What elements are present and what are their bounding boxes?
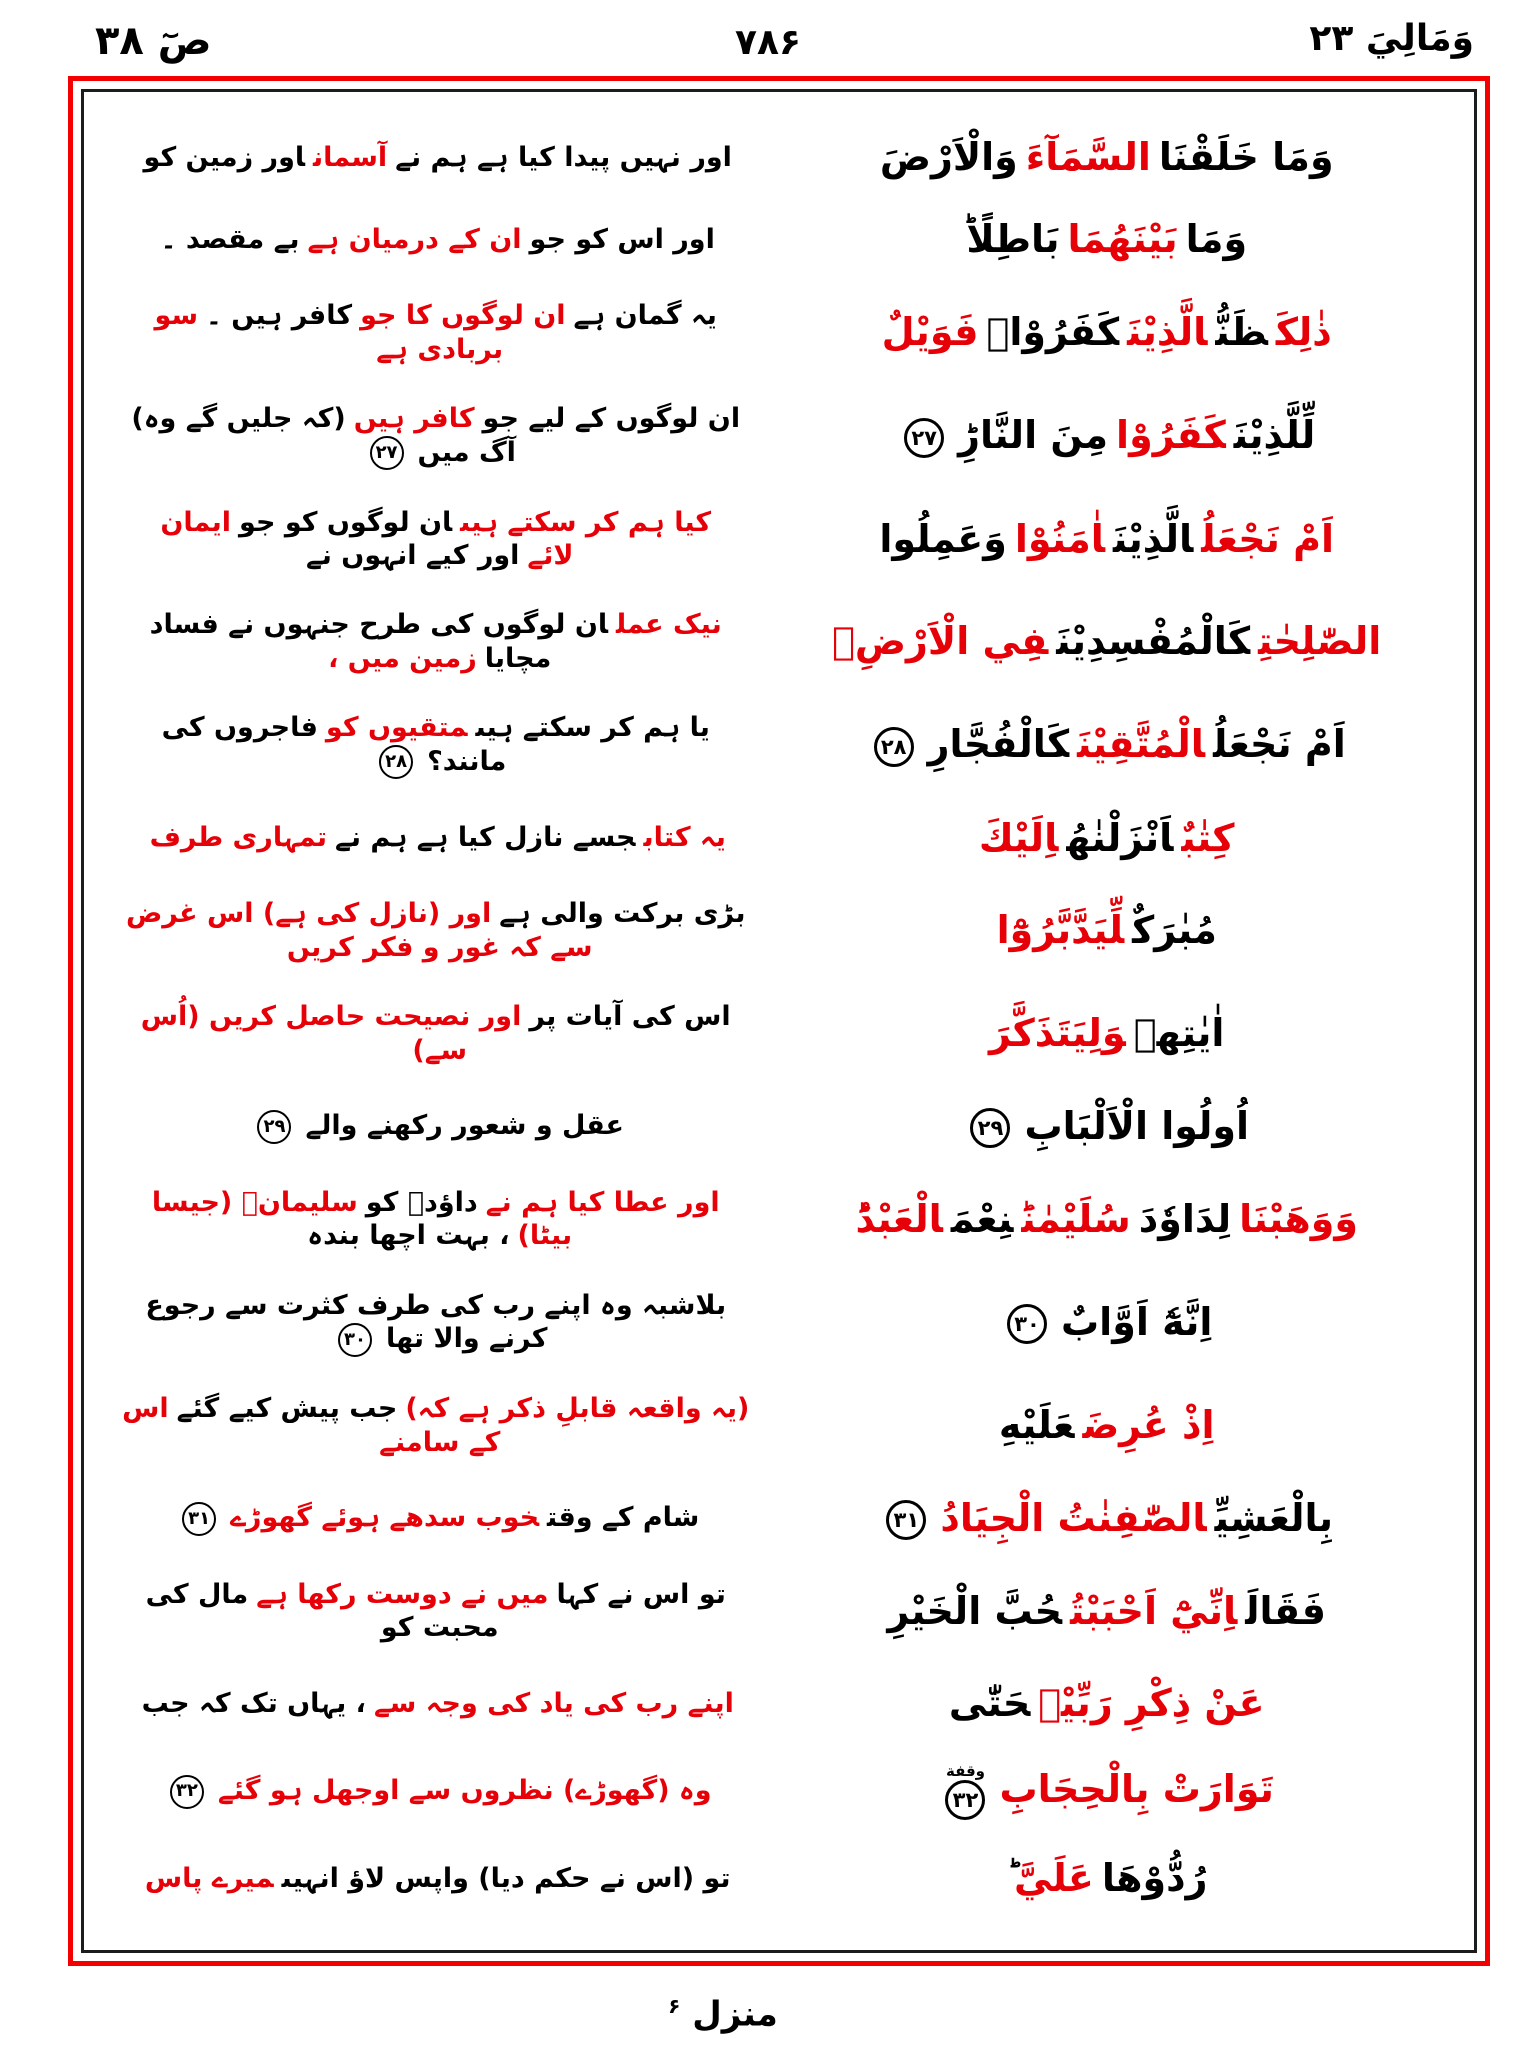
urdu-text-segment: سلیمانؑ (جیسا بیٹا) bbox=[151, 1186, 573, 1252]
arabic-text-segment: وَوَهَبْنَا bbox=[1239, 1196, 1358, 1241]
verse-row bbox=[102, 1374, 1456, 1477]
verse-row bbox=[102, 1663, 1456, 1746]
urdu-translation-line bbox=[102, 1289, 765, 1357]
urdu-translation-line bbox=[102, 1578, 765, 1646]
arabic-text-segment: الَّذِيْنَ bbox=[1113, 516, 1194, 561]
verse-number-circle: ۳۱ bbox=[182, 1502, 216, 1536]
pause-mark-note: وقفة bbox=[945, 1762, 986, 1781]
outer-red-frame bbox=[68, 76, 1490, 1966]
verse-number-badge bbox=[338, 1323, 372, 1357]
verse-row bbox=[102, 1168, 1456, 1271]
manzil-label: منزل bbox=[692, 1994, 778, 2034]
arabic-text-segment: وَعَمِلُوا bbox=[879, 516, 1007, 561]
arabic-verse-line bbox=[765, 216, 1456, 264]
arabic-text-segment: لِدَاوٗدَ bbox=[1138, 1196, 1232, 1241]
urdu-translation-line bbox=[102, 1862, 765, 1896]
urdu-text-segment: یہ کتاب bbox=[643, 822, 726, 854]
urdu-text-segment: اور (نازل کی ہے) اس غرض سے کہ غور و فکر کریں bbox=[125, 898, 593, 964]
verse-row bbox=[102, 488, 1456, 591]
page-number: ۷۸۶ bbox=[735, 22, 801, 63]
urdu-text-segment: بڑی برکت والی ہے bbox=[499, 898, 746, 930]
urdu-text-segment: یا ہم کر سکتے ہیں bbox=[475, 712, 710, 744]
urdu-text-segment: فاجروں کی مانند؟ bbox=[161, 712, 507, 777]
verse-row bbox=[102, 1837, 1456, 1920]
urdu-translation-line bbox=[102, 402, 765, 470]
urdu-text-segment: کافر ہیں bbox=[353, 402, 475, 434]
verse-row bbox=[102, 693, 1456, 797]
arabic-verse-line bbox=[765, 721, 1456, 769]
urdu-text-segment: ، یہاں تک کہ جب bbox=[141, 1688, 366, 1720]
urdu-text-segment: اس کی آیات پر bbox=[529, 1001, 731, 1033]
arabic-text-segment: وَلِيَتَذَكَّرَ bbox=[988, 1011, 1126, 1056]
urdu-translation-line bbox=[102, 506, 765, 574]
arabic-text-segment: حَتّٰى bbox=[948, 1681, 1031, 1726]
arabic-text-segment: بَيْنَهُمَا bbox=[1067, 217, 1178, 262]
urdu-text-segment: مال کی محبت کو bbox=[145, 1578, 499, 1644]
arabic-verse-line bbox=[765, 815, 1456, 863]
arabic-text-segment: اٰيٰتِهٖ bbox=[1133, 1011, 1225, 1056]
arabic-text-segment: عَلَيْهِ bbox=[998, 1403, 1075, 1448]
arabic-verse-line bbox=[765, 1763, 1456, 1820]
verse-row bbox=[102, 1477, 1456, 1560]
urdu-text-segment: ان لوگوں کی طرح جنہوں نے فساد مچایا bbox=[149, 609, 609, 675]
manzil-number: ۶ bbox=[668, 1993, 681, 2018]
arabic-text-segment: وَمَا bbox=[1185, 217, 1248, 262]
arabic-verse-line bbox=[765, 412, 1456, 460]
urdu-text-segment: میرے پاس bbox=[144, 1862, 274, 1894]
urdu-text-segment: بے مقصد ۔ bbox=[160, 224, 300, 256]
urdu-text-segment: متقیوں کو bbox=[325, 712, 468, 744]
verse-number-circle: ۳۲ bbox=[945, 1780, 985, 1820]
arabic-text-segment: ظَنُّ bbox=[1215, 310, 1268, 355]
arabic-text-segment: ذٰلِكَ bbox=[1275, 310, 1332, 355]
arabic-text-segment: فَقَالَ bbox=[1245, 1588, 1327, 1633]
arabic-text-segment: نِعْمَ bbox=[950, 1196, 1014, 1241]
verse-number-badge bbox=[379, 745, 413, 779]
arabic-text-segment: سُلَيْمٰنَؕ bbox=[1021, 1196, 1131, 1241]
arabic-text-segment: اِنَّهٗٓ اَوَّابٌ bbox=[1061, 1299, 1213, 1344]
urdu-text-segment: زمین میں ، bbox=[328, 643, 477, 675]
surah-name-header: صٓ ۳۸ bbox=[95, 18, 212, 64]
urdu-text-segment: ان کے درمیان ہے bbox=[307, 224, 522, 256]
verses-table bbox=[98, 102, 1460, 1940]
arabic-text-segment: رُدُّوْهَا bbox=[1101, 1855, 1208, 1900]
arabic-text-segment: حُبَّ الْخَيْرِ bbox=[887, 1588, 1063, 1633]
verse-number-circle: ۲۸ bbox=[874, 727, 914, 767]
arabic-text-segment: لِّيَدَّبَّرُوْٓا bbox=[996, 908, 1125, 953]
urdu-translation-line bbox=[102, 141, 765, 175]
urdu-text-segment: جسے نازل کیا ہے ہم نے bbox=[335, 822, 636, 854]
urdu-translation-line bbox=[102, 1774, 765, 1809]
verse-number-badge bbox=[874, 727, 914, 767]
arabic-text-segment: اُولُوا الْاَلْبَابِ bbox=[1024, 1103, 1249, 1148]
urdu-text-segment: ان لوگوں کے لیے جو bbox=[482, 402, 741, 434]
urdu-text-segment: آسمان bbox=[313, 141, 388, 173]
urdu-translation-line bbox=[102, 1392, 765, 1460]
urdu-text-segment: سو بربادی ہے bbox=[154, 300, 504, 365]
urdu-text-segment: اور نہیں پیدا کیا ہے ہم نے bbox=[395, 141, 732, 173]
urdu-text-segment: اور کیے انہوں نے bbox=[305, 540, 520, 572]
arabic-text-segment: اَمْ نَجْعَلُ bbox=[1201, 516, 1335, 561]
arabic-verse-line bbox=[765, 1299, 1456, 1347]
arabic-verse-line bbox=[765, 1402, 1456, 1450]
arabic-text-segment: عَنْ ذِكْرِ رَبِّيْۚ bbox=[1038, 1681, 1265, 1726]
arabic-text-segment: تَوَارَتْ بِالْحِجَابِ bbox=[999, 1766, 1274, 1811]
urdu-text-segment: (کہ جلیں گے وہ) آگ میں bbox=[131, 402, 516, 468]
urdu-text-segment: ان لوگوں کو جو bbox=[239, 506, 453, 538]
arabic-text-segment: اِذْ عُرِضَ bbox=[1082, 1403, 1215, 1448]
verse-row bbox=[102, 1271, 1456, 1375]
arabic-text-segment: الصّٰلِحٰتِ bbox=[1258, 619, 1382, 664]
arabic-text-segment: اِنِّيْٓ اَحْبَبْتُ bbox=[1070, 1588, 1238, 1633]
verse-number-badge bbox=[257, 1110, 291, 1144]
urdu-text-segment: داؤدؑ کو bbox=[365, 1186, 478, 1218]
urdu-text-segment: اور اس کو جو bbox=[529, 224, 715, 256]
verse-number-badge bbox=[945, 1763, 985, 1820]
urdu-text-segment: وہ (گھوڑے) نظروں سے اوجھل ہو گئے bbox=[217, 1775, 712, 1807]
arabic-text-segment: الْعَبْدُؕ bbox=[855, 1196, 943, 1241]
verse-number-circle: ۳۰ bbox=[338, 1323, 372, 1357]
verse-row bbox=[102, 983, 1456, 1086]
arabic-text-segment: كَالْمُفْسِدِيْنَ bbox=[1056, 619, 1251, 664]
urdu-text-segment: اور عطا کیا ہم نے bbox=[485, 1186, 720, 1218]
arabic-text-segment: بِالْعَشِيِّ bbox=[1214, 1495, 1334, 1540]
arabic-text-segment: اٰمَنُوْا bbox=[1014, 516, 1105, 561]
urdu-text-segment: نیک عمل bbox=[616, 609, 722, 641]
arabic-text-segment: فَوَيْلٌ bbox=[881, 310, 979, 355]
arabic-verse-line bbox=[765, 1855, 1456, 1903]
verse-number-badge bbox=[182, 1502, 216, 1536]
verse-number-circle: ۳۰ bbox=[1007, 1304, 1047, 1344]
arabic-text-segment: اَمْ نَجْعَلُ bbox=[1213, 722, 1346, 767]
verse-number-circle: ۳۲ bbox=[170, 1775, 204, 1809]
urdu-text-segment: اور زمین کو bbox=[143, 141, 305, 173]
arabic-text-segment: اَنْزَلْنٰهُ bbox=[1066, 815, 1174, 860]
arabic-text-segment: لِّلَّذِيْنَ bbox=[1233, 413, 1316, 458]
arabic-text-segment: كِتٰبٌ bbox=[1181, 815, 1235, 860]
urdu-text-segment: ایمان لائے bbox=[160, 506, 574, 572]
urdu-text-segment: کیا ہم کر سکتے ہیں bbox=[460, 506, 712, 538]
urdu-text-segment: اور نصیحت حاصل کریں (اُس سے) bbox=[140, 1001, 522, 1066]
arabic-text-segment: الْمُتَّقِيْنَ bbox=[1077, 722, 1206, 767]
arabic-text-segment: الَّذِيْنَ bbox=[1127, 310, 1208, 355]
arabic-text-segment: كَفَرُوْا bbox=[1116, 413, 1226, 458]
verse-row bbox=[102, 282, 1456, 385]
urdu-text-segment: اس کے سامنے bbox=[122, 1393, 501, 1458]
verse-number-badge bbox=[370, 436, 404, 470]
arabic-verse-line bbox=[765, 1495, 1456, 1543]
arabic-verse-line bbox=[765, 1010, 1456, 1058]
verse-row bbox=[102, 1085, 1456, 1168]
arabic-text-segment: فِي الْاَرْضِۚ bbox=[832, 619, 1049, 664]
arabic-verse-line bbox=[765, 1588, 1456, 1636]
urdu-text-segment: عقل و شعور رکھنے والے bbox=[305, 1110, 624, 1142]
urdu-text-segment: اپنے رب کی یاد کی وجہ سے bbox=[373, 1688, 734, 1720]
verse-row bbox=[102, 797, 1456, 880]
arabic-verse-line bbox=[765, 907, 1456, 955]
urdu-translation-line bbox=[102, 821, 765, 855]
verse-row bbox=[102, 1560, 1456, 1663]
arabic-text-segment: كَفَرُوْاۚ bbox=[986, 310, 1120, 355]
verse-row bbox=[102, 880, 1456, 983]
urdu-text-segment: (یہ واقعہ قابلِ ذکر ہے کہ) bbox=[405, 1393, 750, 1425]
arabic-text-segment: وَمَا خَلَقْنَا bbox=[1158, 134, 1334, 179]
urdu-translation-line bbox=[102, 223, 765, 257]
urdu-text-segment: جب پیش کیے گئے bbox=[176, 1393, 398, 1425]
urdu-text-segment: یہ گمان ہے bbox=[573, 300, 717, 332]
urdu-text-segment: تو (اس نے حکم دیا) واپس لاؤ انہیں bbox=[281, 1862, 731, 1894]
verse-row bbox=[102, 1746, 1456, 1838]
urdu-text-segment: ان لوگوں کا جو bbox=[360, 300, 566, 332]
arabic-verse-line bbox=[765, 1680, 1456, 1728]
urdu-translation-line bbox=[102, 1501, 765, 1536]
urdu-text-segment: شام کے وقت bbox=[547, 1502, 700, 1534]
juz-marker-header: وَمَالِيَ ۲۳ bbox=[1309, 18, 1474, 59]
arabic-text-segment: السَّمَآءَ bbox=[1025, 134, 1151, 179]
verse-number-circle: ۲۷ bbox=[904, 418, 944, 458]
arabic-text-segment: مُبٰرَكٌ bbox=[1132, 908, 1217, 953]
verse-row bbox=[102, 384, 1456, 488]
verse-number-badge bbox=[1007, 1304, 1047, 1344]
urdu-translation-line bbox=[102, 1000, 765, 1068]
arabic-text-segment: كَالْفُجَّارِ bbox=[927, 722, 1070, 767]
urdu-text-segment: ، بہت اچھا بندہ bbox=[307, 1220, 510, 1252]
urdu-text-segment: خوب سدھے ہوئے گھوڑے bbox=[230, 1502, 540, 1534]
verse-number-badge bbox=[886, 1500, 926, 1540]
arabic-text-segment: بَاطِلًاؕ bbox=[966, 217, 1060, 262]
urdu-text-segment: کافر ہیں ۔ bbox=[206, 300, 353, 332]
urdu-text-segment: تو اس نے کہا bbox=[556, 1578, 726, 1610]
verse-number-circle: ۲۹ bbox=[970, 1108, 1010, 1148]
urdu-translation-line bbox=[102, 711, 765, 779]
arabic-text-segment: مِنَ النَّارِؕ bbox=[958, 413, 1109, 458]
urdu-translation-line bbox=[102, 1109, 765, 1144]
verse-number-badge bbox=[970, 1108, 1010, 1148]
arabic-text-segment: اِلَيْكَ bbox=[978, 815, 1059, 860]
manzil-footer bbox=[0, 1994, 1446, 2034]
verse-number-circle: ۲۷ bbox=[370, 436, 404, 470]
verse-row bbox=[102, 591, 1456, 694]
inner-black-frame bbox=[81, 89, 1477, 1953]
urdu-text-segment: بلاشبہ وہ اپنے رب کی طرف کثرت سے رجوع کرنے والا تھا bbox=[145, 1289, 727, 1355]
verse-row bbox=[102, 116, 1456, 199]
verse-number-circle: ۲۹ bbox=[257, 1110, 291, 1144]
verse-number-circle: ۳۱ bbox=[886, 1500, 926, 1540]
arabic-text-segment: عَلَيَّ bbox=[1013, 1855, 1094, 1900]
arabic-verse-line bbox=[765, 309, 1456, 357]
verse-number-badge bbox=[170, 1775, 204, 1809]
arabic-text-segment: وَالْاَرْضَ bbox=[879, 134, 1018, 179]
urdu-translation-line bbox=[102, 897, 765, 965]
urdu-translation-line bbox=[102, 1687, 765, 1721]
arabic-verse-line bbox=[765, 618, 1456, 666]
urdu-text-segment: تمہاری طرف bbox=[149, 822, 328, 854]
urdu-translation-line bbox=[102, 608, 765, 676]
arabic-verse-line bbox=[765, 1103, 1456, 1151]
verse-number-circle: ۲۸ bbox=[379, 745, 413, 779]
urdu-translation-line bbox=[102, 299, 765, 367]
arabic-text-segment: الصّٰفِنٰتُ الْجِيَادُ bbox=[940, 1495, 1207, 1540]
urdu-text-segment: میں نے دوست رکھا ہے bbox=[256, 1578, 549, 1610]
urdu-translation-line bbox=[102, 1186, 765, 1254]
arabic-verse-line bbox=[765, 516, 1456, 564]
verse-number-badge bbox=[904, 418, 944, 458]
arabic-verse-line bbox=[765, 134, 1456, 182]
verse-row bbox=[102, 199, 1456, 282]
arabic-verse-line bbox=[765, 1196, 1456, 1244]
